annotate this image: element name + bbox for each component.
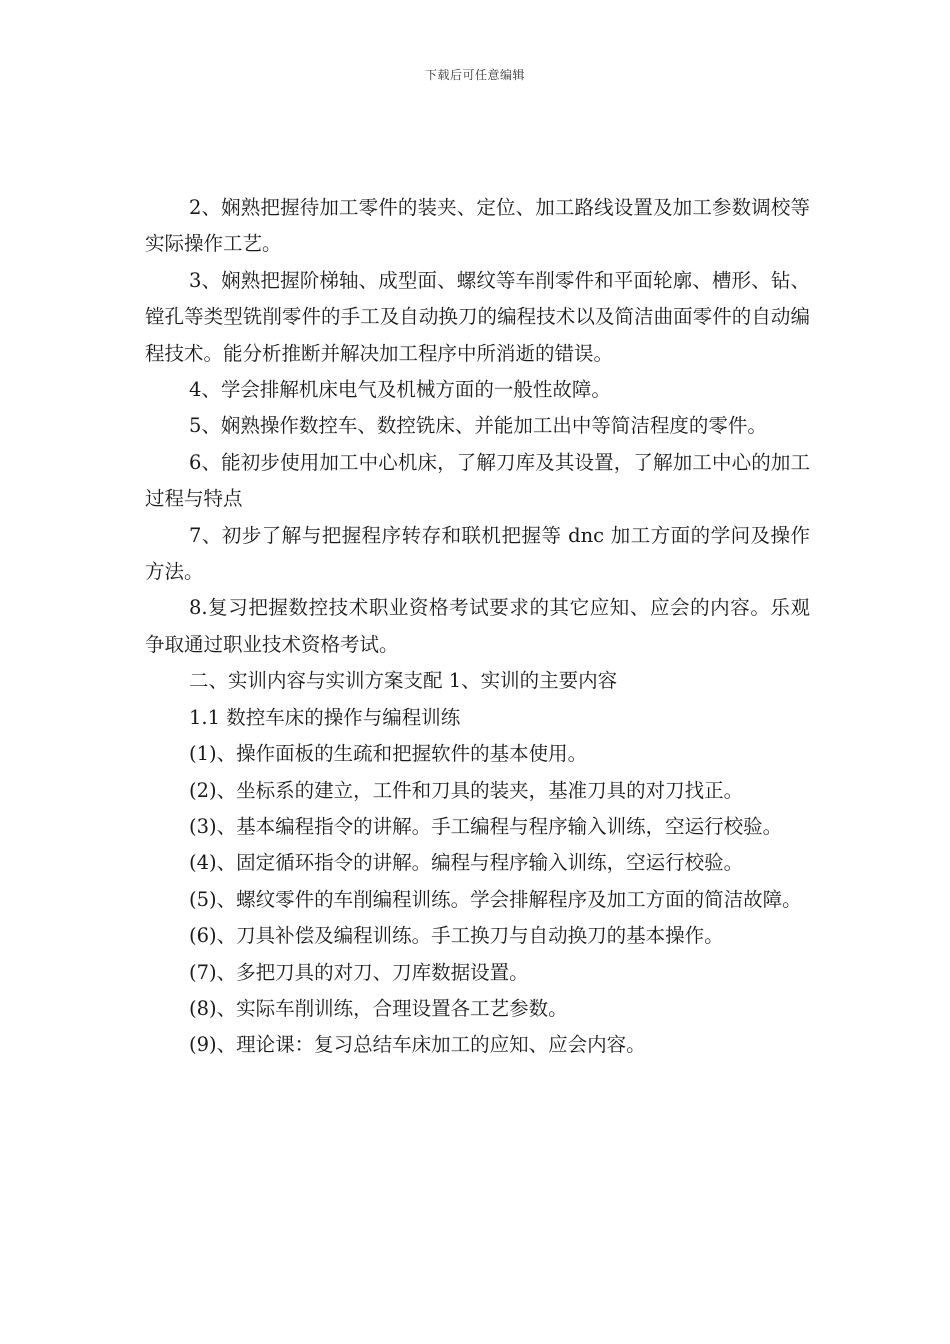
page-header: 下载后可任意编辑 [424,68,525,82]
paragraph-item-8: 8.复习把握数控技术职业资格考试要求的其它应知、应会的内容。乐观争取通过职业技术资格考试。 [145,596,810,656]
training-item-6: (6)、刀具补偿及编程训练。手工换刀与自动换刀的基本操作。 [189,924,724,948]
paragraph-item-7: 7、初步了解与把握程序转存和联机把握等 dnc 加工方面的学问及操作方法。 [145,523,810,584]
document-body [145,190,810,1064]
paragraph-item-2: 2、娴熟把握待加工零件的装夹、定位、加工路线设置及加工参数调校等实际操作工艺。 [145,196,810,256]
training-item-9: (9)、理论课：复习总结车床加工的应知、应会内容。 [189,1033,646,1057]
training-item-5: (5)、螺纹零件的车削编程训练。学会排解程序及加工方面的简洁故障。 [189,887,802,911]
training-item-4: (4)、固定循环指令的讲解。编程与程序输入训练，空运行校验。 [189,851,744,875]
training-item-1: (1)、操作面板的生疏和把握软件的基本使用。 [189,742,588,766]
training-item-8: (8)、实际车削训练，合理设置各工艺参数。 [189,996,568,1020]
paragraph-item-5: 5、娴熟操作数控车、数控铣床、并能加工出中等简洁程度的零件。 [189,414,767,438]
section-heading: 二、实训内容与实训方案支配 1、实训的主要内容 [189,669,618,693]
paragraph-item-3: 3、娴熟把握阶梯轴、成型面、螺纹等车削零件和平面轮廓、槽形、钻、镗孔等类型铣削零件的手工及自动换刀的编程技术以及简洁曲面零件的自动编程技术。能分析推断并解决加工程序中所消逝的错误。 [145,268,810,365]
training-item-7: (7)、多把刀具的对刀、刀库数据设置。 [189,960,529,984]
training-item-2: (2)、坐标系的建立，工件和刀具的装夹，基准刀具的对刀找正。 [189,778,744,802]
paragraph-item-4: 4、学会排解机床电气及机械方面的一般性故障。 [189,378,611,402]
paragraph-item-6: 6、能初步使用加工中心机床，了解刀库及其设置，了解加工中心的加工过程与特点 [145,450,810,511]
training-item-3: (3)、基本编程指令的讲解。手工编程与程序输入训练，空运行校验。 [189,814,783,838]
subsection-heading: 1.1 数控车床的操作与编程训练 [189,705,461,729]
